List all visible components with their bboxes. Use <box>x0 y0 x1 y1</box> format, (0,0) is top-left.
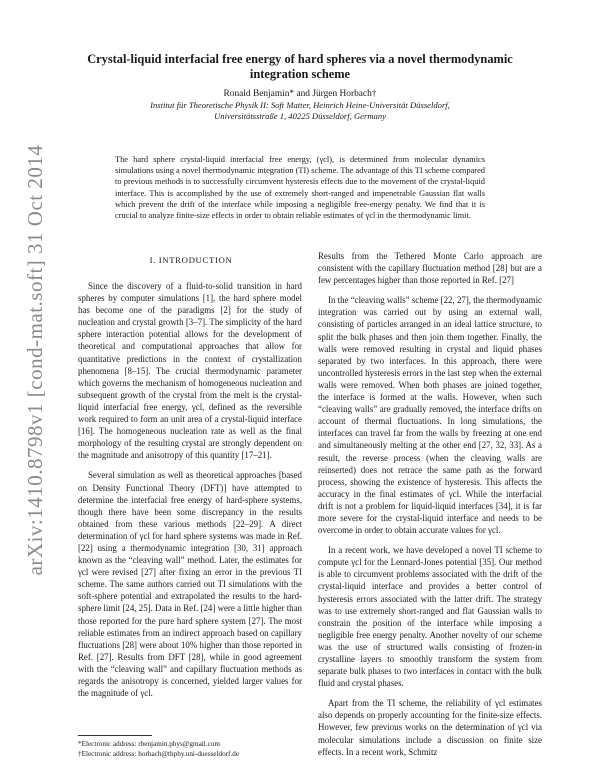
footnotes <box>78 740 318 759</box>
right-column <box>318 250 542 766</box>
footnote-email-benjamin: *Electronic address: rbenjamin.phys@gmail.com <box>78 740 220 748</box>
arxiv-identifier: arXiv:1410.8798v1 [cond-mat.soft] 31 Oct 2014 <box>23 144 47 576</box>
paragraph: In a recent work, we have developed a novel TI scheme to compute γcl for the Lennard-Jones potential [35]. Our method is able to circumvent problems associated with the drift of the crystal-liquid interface and provides a better control of hysteresis errors associated with the latter drift. The strategy was to use extremely short-ranged and flat Gaussian walls to constrain the position of the interface while imposing a negligible free energy penalty. Another novelty of our scheme was the use of structured walls consisting of frozen-in crystalline layers to smoothly transform the system from separate bulk phases to two interfaces in contact with the bulk fluid and crystal phases. <box>318 545 542 689</box>
paragraph: Results from the Tethered Monte Carlo approach are consistent with the capillary fluctuation method [28] but are a few percentages higher than those reported in Ref. [27] <box>318 251 542 286</box>
abstract: The hard sphere crystal-liquid interfacial free energy, (γcl), is determined from molecular dynamics simulations using a novel thermodynamic integration (TI) scheme. The advantage of this TI scheme compared to previous methods is to successfully circumvent hysteresis effects due to the movement of the crystal-liquid interface. This is accomplished by the use of extremely short-ranged and impenetrable Gaussian flat walls which prevent the drift of the interface while imposing a negligible free-energy penalty. We find that it is crucial to analyze finite-size effects in order to obtain reliable estimates of γcl in the thermodynamic limit. <box>115 155 485 221</box>
footnote-email-horbach: †Electronic address: horbach@thphy.uni-duesseldorf.de <box>78 749 240 758</box>
author-line: Ronald Benjamin* and Jürgen Horbach† <box>223 89 377 99</box>
paper-title: Crystal-liquid interfacial free energy of hard spheres via a novel thermodynamic integration scheme <box>87 52 513 81</box>
section-heading-introduction: I. INTRODUCTION <box>149 255 233 265</box>
paragraph: Since the discovery of a fluid-to-solid transition in hard spheres by computer simulations [1], the hard sphere model has become one of the paradigms [2] for the study of nucleation and crystal growth [3–7]. The simplicity of the hard sphere interaction potential allows for the development of theoretical and computational approaches that allow for quantitative predictions in the context of crystallization phenomena [8–15]. The crucial thermodynamic parameter which governs the mechanism of homogeneous nucleation and subsequent growth of the crystal from the melt is the crystal-liquid interfacial free energy, γcl, defined as the reversible work required to form an unit area of a crystal-liquid interface [16]. The homogeneous nucleation rate as well as the final morphology of the resulting crystal are strongly dependent on the magnitude and anisotropy of this quantity [17–21]. <box>78 281 302 461</box>
footnote-divider <box>78 735 152 736</box>
paragraph: Apart from the TI scheme, the reliability of γcl estimates also depends on properly accounting for the finite-size effects. However, few previous works on the determination of γcl via molecular simulations include a discussion on finite size effects. In a recent work, Schmitz <box>318 698 542 757</box>
affiliation-line-2: Universitätsstraße 1, 40225 Düsseldorf, Germany <box>214 111 386 121</box>
left-column <box>78 280 302 707</box>
affiliation <box>70 100 530 122</box>
affiliation-line-1: Institut für Theoretische Physik II: Soft Matter, Heinrich Heine-Universität Düsseldorf, <box>150 100 450 110</box>
arxiv-sidebar-stamp <box>2 130 47 590</box>
paragraph: Several simulation as well as theoretical approaches [based on Density Functional Theory (DFT)] have attempted to determine the interfacial free energy of hard-sphere systems, though there have been some discrepancy in the results obtained from these various methods [22–29]. A direct determination of γcl for hard sphere systems was made in Ref. [22] using a thermodynamic integration [30, 31] approach known as the “cleaving wall” method. Later, the estimates for γcl were revised [27] after fixing an error in the previous TI scheme. The same authors carried out TI simulations with the soft-sphere potential and extrapolated the results to the hard-sphere limit [24, 25]. Data in Ref. [24] were a little higher than those reported for the pure hard sphere system [27]. The most reliable estimates from an indirect approach based on capillary fluctuations [28] were about 10% higher than those reported in Ref. [27]. Results from DFT [28], while in good agreement with the “cleaving wall” and capillary fluctuation methods as regards the anisotropy is concerned, yielded larger values for the magnitude of γcl. <box>78 470 302 699</box>
paragraph: In the “cleaving walls” scheme [22, 27], the thermodynamic integration was carried out by using an external wall, consisting of particles arranged in an ideal lattice structure, to split the bulk phases and then join them together. Finally, the walls were removed resulting in crystal and liquid phases separated by two interfaces. In this approach, there were uncontrolled hysteresis errors in the last step when the external walls were removed. When both phases are joined together, the interface is formed at the walls. However, when such “cleaving walls” are gradually removed, the interface drifts on account of thermal fluctuations. In long simulations, the interfaces can travel far from the walls by freezing at one end and simultaneously melting at the other end [27, 32, 33]. As a result, the reverse process (when the cleaving walls are reinserted) does not retrace the same path as the forward process, showing the existence of hysteresis. This affects the accuracy in the final estimates of γcl. While the interfacial drift is not a problem for liquid-liquid interfaces [34], it is far more severe for the crystal-liquid interface and needs to be overcome in order to obtain accurate values for γcl. <box>318 295 542 536</box>
